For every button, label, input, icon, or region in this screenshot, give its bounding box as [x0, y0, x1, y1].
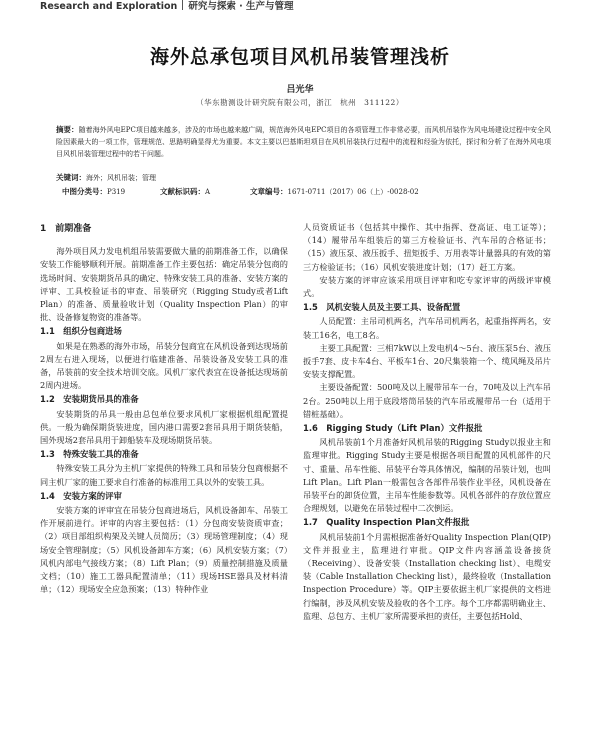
paragraph: 海外项目风力发电机组吊装需要做大量的前期准备工作，以确保安装工作能够顺利开展。前期准备工作主要包括：确定吊装分包商的选场时间、安装期货吊具的确定、特殊安装工具的准备、安装方案的评审、工具校验证书的审查、吊装研究（Rigging Study或者Lift Plan）的准备、质量验收计划（Quality Inspection Plan）的审批、设备修复物资的准备等。: [40, 246, 288, 323]
paragraph: 主要工具配置：三相7kW以上发电机4～5台、液压泵5台、液压扳手7套、皮卡车4台、平板车1台、20尺集装箱一个、缆风绳及吊片安装支撑配置。: [303, 342, 551, 380]
document-code: [160, 186, 210, 198]
author-affiliation: （华东勘测设计研究院有限公司，浙江 杭州 311122）: [196, 98, 404, 107]
abstract: [56, 124, 551, 160]
right-column: [303, 221, 551, 623]
clc-number: [62, 186, 125, 198]
keywords-label: 关键词：: [56, 173, 86, 182]
clc-value: P319: [107, 188, 126, 196]
keywords: [56, 172, 551, 184]
subsection-heading: 1.7 Quality Inspection Plan文件报批: [303, 517, 470, 528]
subsection-heading: 1.6 Rigging Study（Lift Plan）文件报批: [303, 423, 483, 434]
abstract-text: 随着海外风电EPC项目越来越多，涉及的市场也越来越广阔，规范海外风电EPC项目的各项管理工作非常必要，而风机吊装作为风电场建设过程中安全风险因素最大的一项工作，管理规范、思路明确显得尤为重要。本文主要以巴基斯坦项目在风机吊装执行过程中的流程和经验为依托，探讨和分析了在海外风电项目风机吊装管理过程中的若干问题。: [56, 126, 552, 158]
paragraph: 如果是在熟悉的海外市场，吊装分包商宜在风机设备到达现场前2周左右进入现场，以便进行临建准备、吊装设备及安装工具的准备，吊装前的安全技术培训交底。风机厂家代表宜在设备抵达现场前2周内进场。: [40, 340, 288, 391]
paragraph: 人员资质证书（包括其中操作、其中指挥、登高证、电工证等）；（14）履带吊车组装后的第三方检验证书、汽车吊的合格证书；（15）液压泵、液压扳手、扭矩扳手、万用表等计量器具的有效的第三方检验证书；（16）风机安装进度计划；（17）赶工方案。: [303, 222, 551, 272]
author-name: 吕光华: [286, 85, 314, 95]
paragraph: 主要设备配置：500吨及以上履带吊车一台，70吨及以上汽车吊2台。250吨以上用于底段塔筒吊装的汽车吊或履带吊一台（适用于错桩基础）。: [303, 382, 551, 419]
article-title: 海外总承包项目风机吊装管理浅析: [149, 46, 450, 68]
running-head: [40, 0, 294, 14]
header-divider: [182, 0, 183, 10]
doc-code-label: 文献标识码：: [160, 187, 205, 196]
keywords-text: 海外；风机吊装；管理: [86, 174, 156, 182]
journal-name-cn: 研究与探索 · 生产与管理: [188, 1, 294, 12]
paragraph: 特殊安装工具分为主机厂家提供的特殊工具和吊装分包商根据不同主机厂家的施工要求自行准备的标准用工具以外的安装工具。: [40, 463, 288, 487]
article-number-label: 文章编号：: [250, 187, 288, 196]
paragraph: 安装方案的评审宜在吊装分包商进场后，风机设备卸车、吊装工作开展前进行。评审的内容主要包括：（1）分包商安装资质审查；（2）项目部组织构架及关键人员简历；（3）现场管理制度；（4）现场安全管理制度；（5）风机设备卸车方案；（6）风机安装方案；（7）风机内部电气接线方案；（8）Lift Plan；（9）质量控制措施及质量文档；（10）施工工器具配置清单；（11）现场HSE器具及材料清单；（12）现场安全应急预案；（13）特种作业: [40, 505, 288, 595]
subsection-heading: 1.4 安装方案的评审: [40, 490, 122, 501]
subsection-heading: 1.2 安装期货吊具的准备: [40, 394, 139, 405]
paragraph: 安装期货的吊具一般由总包单位要求风机厂家根据机组配置提供。一般为确保期货装进度，国内港口需要2套吊具用于期货装船，国外现场2套吊具用于卸船装车及现场期货吊装。: [40, 408, 288, 446]
doc-code-value: A: [205, 188, 211, 196]
paragraph: 风机吊装前1个月准备好风机吊装的Rigging Study以报业主和监理审批。Rigging Study主要是根据各项目配置的风机部件的尺寸、重量、吊车性能、吊装平台等具体情况，编制的吊装计划，也叫Lift Plan。Lift Plan一般需包含各部件吊装作业半径，风机设备在吊装平台的卸货位置，主吊车性能参数等。风机各部件的存放位置应合理规划，以避免在吊装过程中二次倒运。: [303, 437, 551, 514]
subsection-heading: 1.5 风机安装人员及主要工具、设备配置: [303, 302, 461, 313]
paragraph: 安装方案的评审应该采用项目评审和吃专家评审的两级评审模式。: [303, 274, 551, 299]
paragraph: 人员配置：主吊司机两名，汽车吊司机两名，起重指挥两名，安装工16名，电工8名。: [303, 316, 551, 340]
journal-name-en: Research and Exploration: [40, 1, 178, 12]
article-number-value: 1671-0711（2017）06（上）-0028-02: [287, 188, 419, 196]
article-number: [250, 186, 419, 198]
abstract-label: 摘要：: [56, 125, 79, 134]
paragraph: 风机吊装前1个月需根据准备好Quality Inspection Plan(QIP)文件并报业主，监理进行审批。QIP文件内容涵盖设备接货（Receiving）、设备安装（Installation checking list）、电缆安装（Cable Installation Checking list），最终验收（Installation Inspection Procedure）等。QIP主要依据主机厂家提供的文档进行编制，涉及风机安装及验收的各个工序。每个工序都需明确业主、监理、总包方、主机厂家所需要承担的责任，主要包括Hold、: [303, 531, 551, 621]
subsection-heading: 1.1 组织分包商进场: [40, 326, 122, 337]
section-heading: 1 前期准备: [40, 224, 92, 234]
left-column: [40, 223, 288, 596]
subsection-heading: 1.3 特殊安装工具的准备: [40, 449, 139, 460]
clc-label: 中图分类号：: [62, 187, 107, 196]
